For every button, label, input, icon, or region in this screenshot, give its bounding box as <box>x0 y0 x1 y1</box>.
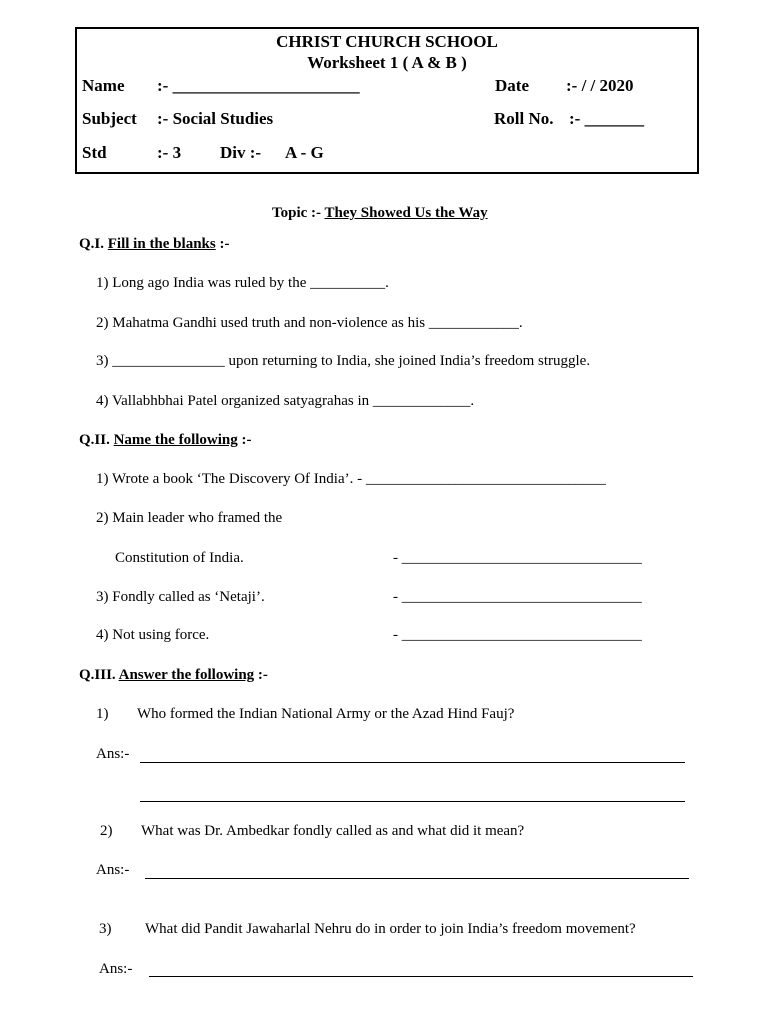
question-1-num: 1) <box>96 706 109 722</box>
std-label: Std <box>82 143 107 162</box>
section2-item-1: 1) Wrote a book ‘The Discovery Of India’. - ________________________________ <box>96 471 606 487</box>
question-3-num: 3) <box>99 921 112 937</box>
section1-item-2: 2) Mahatma Gandhi used truth and non-violence as his ____________. <box>96 315 523 331</box>
roll-label: Roll No. <box>494 109 554 128</box>
section1-item-4: 4) Vallabhbhai Patel organized satyagrahas in _____________. <box>96 393 475 409</box>
section1-num: Q.I. <box>79 236 108 252</box>
section1-item-1: 1) Long ago India was ruled by the __________. <box>96 275 389 291</box>
question-2-num: 2) <box>100 823 113 839</box>
section2-item-2-cont: Constitution of India. <box>115 550 244 566</box>
question-2-text: What was Dr. Ambedkar fondly called as and what did it mean? <box>141 823 525 839</box>
section2-suffix: :- <box>237 432 252 448</box>
section2-item-4-blank: - ________________________________ <box>393 627 642 643</box>
section2-item-3-blank: - ________________________________ <box>393 589 642 605</box>
answer-1-line-1 <box>140 762 685 763</box>
section2-title: Name the following <box>113 432 238 448</box>
std-value: :- 3 <box>157 143 182 162</box>
answer-2-line-1 <box>145 878 689 879</box>
section2-item-2: 2) Main leader who framed the <box>96 510 283 526</box>
section3-suffix: :- <box>254 667 268 683</box>
name-field: :- ______________________ <box>157 76 360 95</box>
div-value: A - G <box>285 143 324 162</box>
section2-num: Q.II. <box>79 432 114 448</box>
section3-num: Q.III. <box>79 667 119 683</box>
name-label: Name <box>82 76 125 95</box>
section1-title: Fill in the blanks <box>107 236 216 252</box>
date-value: :- / / 2020 <box>566 76 634 95</box>
section2-item-2-blank: - ________________________________ <box>393 550 642 566</box>
subject-label: Subject <box>82 109 137 128</box>
section2-heading <box>79 432 252 449</box>
section1-heading <box>79 236 229 253</box>
section3-title: Answer the following <box>118 667 255 683</box>
topic-prefix: Topic :- <box>272 205 325 221</box>
subject-value: :- Social Studies <box>157 109 274 128</box>
section2-item-3: 3) Fondly called as ‘Netaji’. <box>96 589 265 605</box>
answer-3-label: Ans:- <box>99 961 133 977</box>
section2-item-4: 4) Not using force. <box>96 627 210 643</box>
answer-3-line-1 <box>149 976 693 977</box>
roll-value: :- _______ <box>569 109 645 128</box>
answer-1-line-2 <box>140 801 685 802</box>
date-label: Date <box>495 76 529 95</box>
topic-line <box>272 205 488 222</box>
question-1-text: Who formed the Indian National Army or the Azad Hind Fauj? <box>137 706 515 722</box>
section3-heading <box>79 667 268 684</box>
question-3-text: What did Pandit Jawaharlal Nehru do in order to join India’s freedom movement? <box>145 921 636 937</box>
answer-2-label: Ans:- <box>96 862 130 878</box>
answer-1-label: Ans:- <box>96 746 130 762</box>
div-label: Div :- <box>220 143 262 162</box>
worksheet-title: Worksheet 1 ( A & B ) <box>307 53 467 72</box>
section1-suffix: :- <box>215 236 230 252</box>
topic-title: They Showed Us the Way <box>324 205 488 221</box>
school-name: CHRIST CHURCH SCHOOL <box>276 32 498 51</box>
section1-item-3: 3) _______________ upon returning to India, she joined India’s freedom struggle. <box>96 353 591 369</box>
